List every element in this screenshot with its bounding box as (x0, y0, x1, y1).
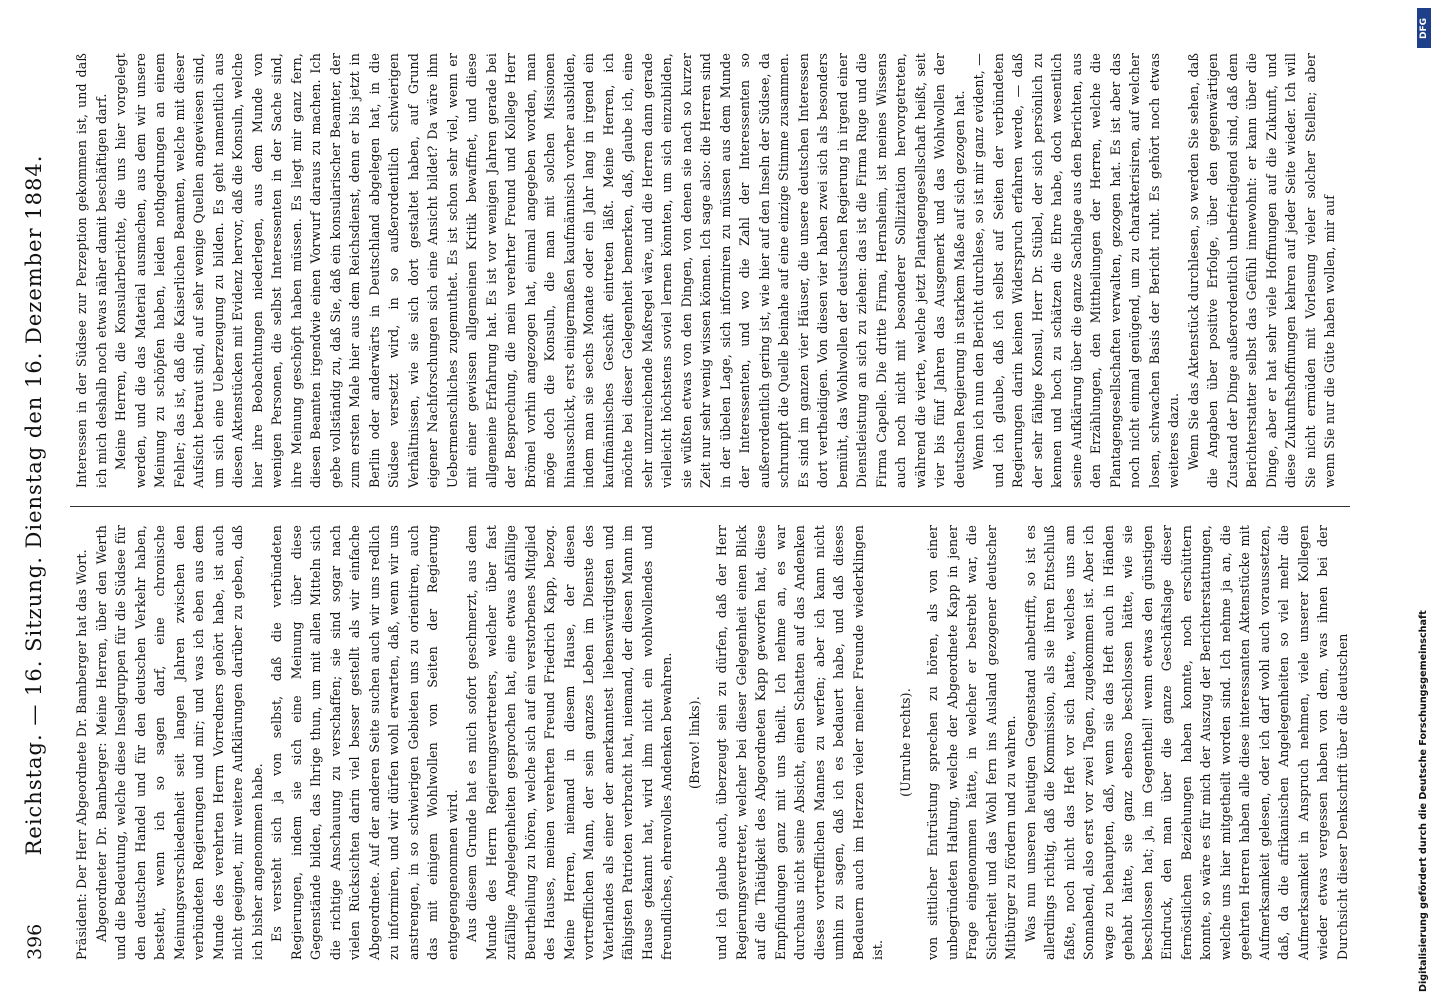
digitization-credit-text: Digitalisierung gefördert durch die Deutsche Forschungsgemeinschaft (1418, 610, 1429, 992)
paragraph: Interessen in der Südsee zur Perzeption gekommen ist, und daß ich mich deshalb noch etwas näher damit beschäftigen darf. (74, 53, 109, 488)
interjection: (Bravo! links). (686, 696, 702, 789)
page-header (20, 50, 62, 960)
column-divider (70, 506, 1350, 507)
paragraph: und ich glaube auch, überzeugt sein zu dürfen, daß der Herr Regierungsvertreter, welcher bei dieser Gelegenheit einen Blick auf die Thätigkeit des Abgeordneten Kapp geworfen hat, diese Empfindungen ganz mit uns theilt. Ich nehme an, es war durchaus nicht seine Absicht, einen Schatten auf das Andenken dieses vortrefflichen Mannes zu werfen; aber ich kann nicht umhin zu sagen, daß ich es bedauert habe, und daß dieses Bedauern auch im Herzen vieler meiner Freunde wiederklingen ist. (714, 525, 885, 960)
page-running-title: Reichstag. — 16. Sitzung. Dienstag den 16. Dezember 1884. (22, 154, 46, 856)
paragraph: Präsident: Der Herr Abgeordnete Dr. Bamberger hat das Wort. (74, 549, 89, 960)
paragraph: Abgeordneter Dr. Bamberger: Meine Herren, über den Werth und die Bedeutung, welche diese Inselgruppen für die Südsee für den deutschen Handel und für den deutschen Verkehr haben, besteht, wenn ich so sagen darf, eine chronische Meinungsverschiedenheit seit langen Jahren zwischen den verbündeten Regierungen und mir; und was ich eben aus dem Munde des verehrten Herrn Vorredners gehört habe, ist auch nicht geeignet, mir weitere Aufklärungen darüber zu geben, daß ich bisher angenommen habe. (93, 525, 265, 960)
interjection: (Unruhe rechts). (897, 688, 913, 797)
digitization-credit-strip (1416, 0, 1432, 1000)
text-column-left (72, 525, 1372, 960)
page-number: 396 (24, 923, 46, 960)
paragraph: von sittlicher Entrüstung sprechen zu hören, als von einer unbegründeten Haltung, welche der Abgeordnete Kapp in jener Frage eingenommen hätte, in welcher er bestrebt war, die Sicherheit und das Wohl fern ins Ausland gezogener deutscher Mitbürger zu fördern und zu wahren. (925, 525, 1018, 960)
paragraph: Aus diesem Grunde hat es mich sofort geschmerzt, aus dem Munde des Herrn Regierungsvertreters, welcher über fast zufällige Angelegenheiten gesprochen hat, eine etwas abfällige Beurtheilung zu hören, welche sich auf ein verstorbenes Mitglied des Hauses, meinen verehrten Freund Friedrich Kapp, bezog. Meine Herren, niemand in diesem Hause, der diesen vortrefflichen Mann, der sein ganzes Leben im Dienste des Vaterlandes als einer der anerkanntest liebenswürdigsten und fähigsten Patrioten verbracht hat, niemand, der diesen Mann im Hause gekannt hat, wird ihm nicht ein wohlwollendes und freundliches, ehrenvolles Andenken bewahren. (464, 525, 674, 960)
paragraph: Meine Herren, die Konsularberichte, die uns hier vorgelegt werden, und die das Material ausmachen, aus dem wir unsere Meinung zu schöpfen haben, leiden nothgedrungen an einem Fehler; das ist, daß die Kaiserlichen Beamten, welche mit dieser Aufsicht betraut sind, auf sehr wenige Quellen angewiesen sind, um sich eine Ueberzeugung zu bilden. Es geht namentlich aus diesen Aktenstücken mit Evidenz hervor, daß die Konsuln, welche hier ihre Beobachtungen niederlegen, aus dem Munde von wenigen Personen, die selbst Interessenten in der Sache sind, ihre Meinung geschöpft haben müssen. Es liegt mir ganz fern, diesen Beamten irgendwie einen Vorwurf daraus zu machen. Ich gebe vollständig zu, daß Sie, daß ein konsularischer Beamter, der zum ersten Male hier aus dem Reichsdienst, denn er bis jetzt in Berlin oder anderwärts in Deutschland abgelegen hat, in die Südsee versetzt wird, in so außerordentlich schwierigen Verhältnissen, wie sie sich dort gestaltet haben, auf Grund eigener Nachforschungen sich eine Ansicht bildet? Da wäre ihm Uebermenschliches zugemuthet. Es ist schon sehr viel, wenn er mit einer gewissen allgemeinen Kritik bewaffnet, und diese allgemeine Erfahrung hat. Es ist vor wenigen Jahren gerade bei der Besprechung, die mein verehrter Freund und Kollege Herr Brömel vorhin angezogen hat, einmal angegeben worden, man möge doch die Konsuln, die man mit solchen Missionen hinausschickt, erst einigermaßen kaufmännisch vorher ausbilden, indem man sie sechs Monate oder ein Jahr lang in irgend ein kaufmännisches Geschäft eintreten läßt. Meine Herren, ich möchte bei dieser Gelegenheit bemerken, daß, glaube ich, eine sehr unzureichende Maßregel wäre, und die Herren dann gerade vielleicht höchstens soviel lernen könnten, um sich einzubilden, sie wüßten etwas von den Dingen, von denen sie nach so kurzer Zeit nur sehr wenig wissen können. Ich sage also: die Herren sind in der übelen Lage, sich informiren zu müssen aus dem Munde der Interessenten, und wo die Zahl der Interessenten so außerordentlich gering ist, wie hier auf den Inseln der Südsee, da schrumpft die Quelle beinahe auf eine einzige Stimme zusammen. Es sind im ganzen vier Häuser, die unsere deutschen Interessen dort vertheidigen. Von diesen vier haben zwei sich als besonders bemüht, das Wohlwollen der deutschen Regierung in irgend einer Dienstleistung an sich zu ziehen: das ist die Firma Ruge und die Firma Capelle. Die dritte Firma, Hernsheim, ist meines Wissens auch noch nicht mit besonderer Sollizitation hervorgetreten, während die vierte, welche jetzt Plantagengesellschaft heißt, seit vier bis fünf Jahren das Ausgemerk und das Wohlwollen der deutschen Regierung in starkem Maße auf sich gezogen hat. (113, 53, 967, 488)
paragraph: Wenn ich nun den Bericht durchlese, so ist mir ganz evident, — und ich glaube, daß ich selbst auf Seiten der verbündeten Regierungen darin keinen Widerspruch erfahren werde, — daß der sehr fähige Konsul, Herr Dr. Stübel, der sich persönlich zu kennen und hoch zu schätzen die Ehre habe, doch wesentlich seine Aufklärung über die ganze Sachlage aus den Berichten, aus den Erzählungen, den Mittheilungen der Herren, welche die Plantagengesellschaften verwalten, gezogen hat. Es ist aber das noch nicht einmal genügend, um zu charakterisiren, auf welcher losen, schwachen Basis der Bericht ruht. Es gehört noch etwas weiteres dazu. (971, 53, 1181, 488)
paragraph: Wenn Sie das Aktenstück durchlesen, so werden Sie sehen, daß die Angaben über positive Erfolge, über den gegenwärtigen Zustand der Dinge außerordentlich unbefriedigend sind, daß dem Berichterstatter selbst das Gefühl innewohnt: er kann über die Dinge, aber er hat sehr viele Hoffnungen auf die Zukunft, und diese Zukunftshoffnungen kehren auf jeder Seite wieder. Ich will Sie nicht ermüden mit Vorlesung vieler solcher Stellen; aber wenn Sie nur die Güte haben wollen, mir auf (1185, 53, 1337, 488)
paragraph: Es versteht sich ja von selbst, daß die verbündeten Regierungen, indem sie sich eine Meinung über diese Gegenstände bilden, das Ihrige thun, um mit allen Mitteln sich die richtige Anschauung zu verschaffen; sie sind sogar nach vielen Rücksichten darin viel besser gestellt als wir einfache Abgeordnete. Auf der anderen Seite suchen auch wir uns redlich zu informiren, und wir dürfen wohl erwarten, daß, wenn wir uns anstrengen, in so schwierigen Gebieten uns zu orientiren, auch das mit einigem Wohlwollen von Seiten der Regierung entgegengenommen wird. (269, 525, 460, 960)
text-column-right (72, 53, 1372, 488)
dfg-logo: DFG (1417, 8, 1431, 48)
paragraph: Was nun unseren heutigen Gegenstand anbetrifft, so ist es allerdings richtig, daß die Kommission, als sie ihren Entschluß faßte, noch nicht das Heft vor sich hatte, welches uns am Sonnabend, also erst vor zwei Tagen, zugekommen ist. Aber ich wage zu behaupten, daß, wenn sie das Heft auch in Händen gehabt hätte, sie ganz ebenso beschlossen hätte, wie sie beschlossen hat; ja, im Gegentheil! wenn etwas den günstigen Eindruck, den man über die ganze Geschäftslage dieser fernöstlichen Beziehungen haben konnte, noch erschüttern konnte, so wäre es für mich der Auszug der Berichterstattungen, welche uns hier mitgetheilt worden sind. Ich nehme ja an, die geehrten Herren haben alle diese interessanten Aktenstücke mit Aufmerksamkeit gelesen, oder ich darf wohl auch voraussetzen, daß, da die afrikanischen Angelegenheiten so viel mehr die Aufmerksamkeit in Anspruch nehmen, viele unserer Kollegen wieder etwas vergessen haben von dem, was ihnen bei der Durchsicht dieser Denkschrift über die deutschen (1022, 525, 1350, 960)
